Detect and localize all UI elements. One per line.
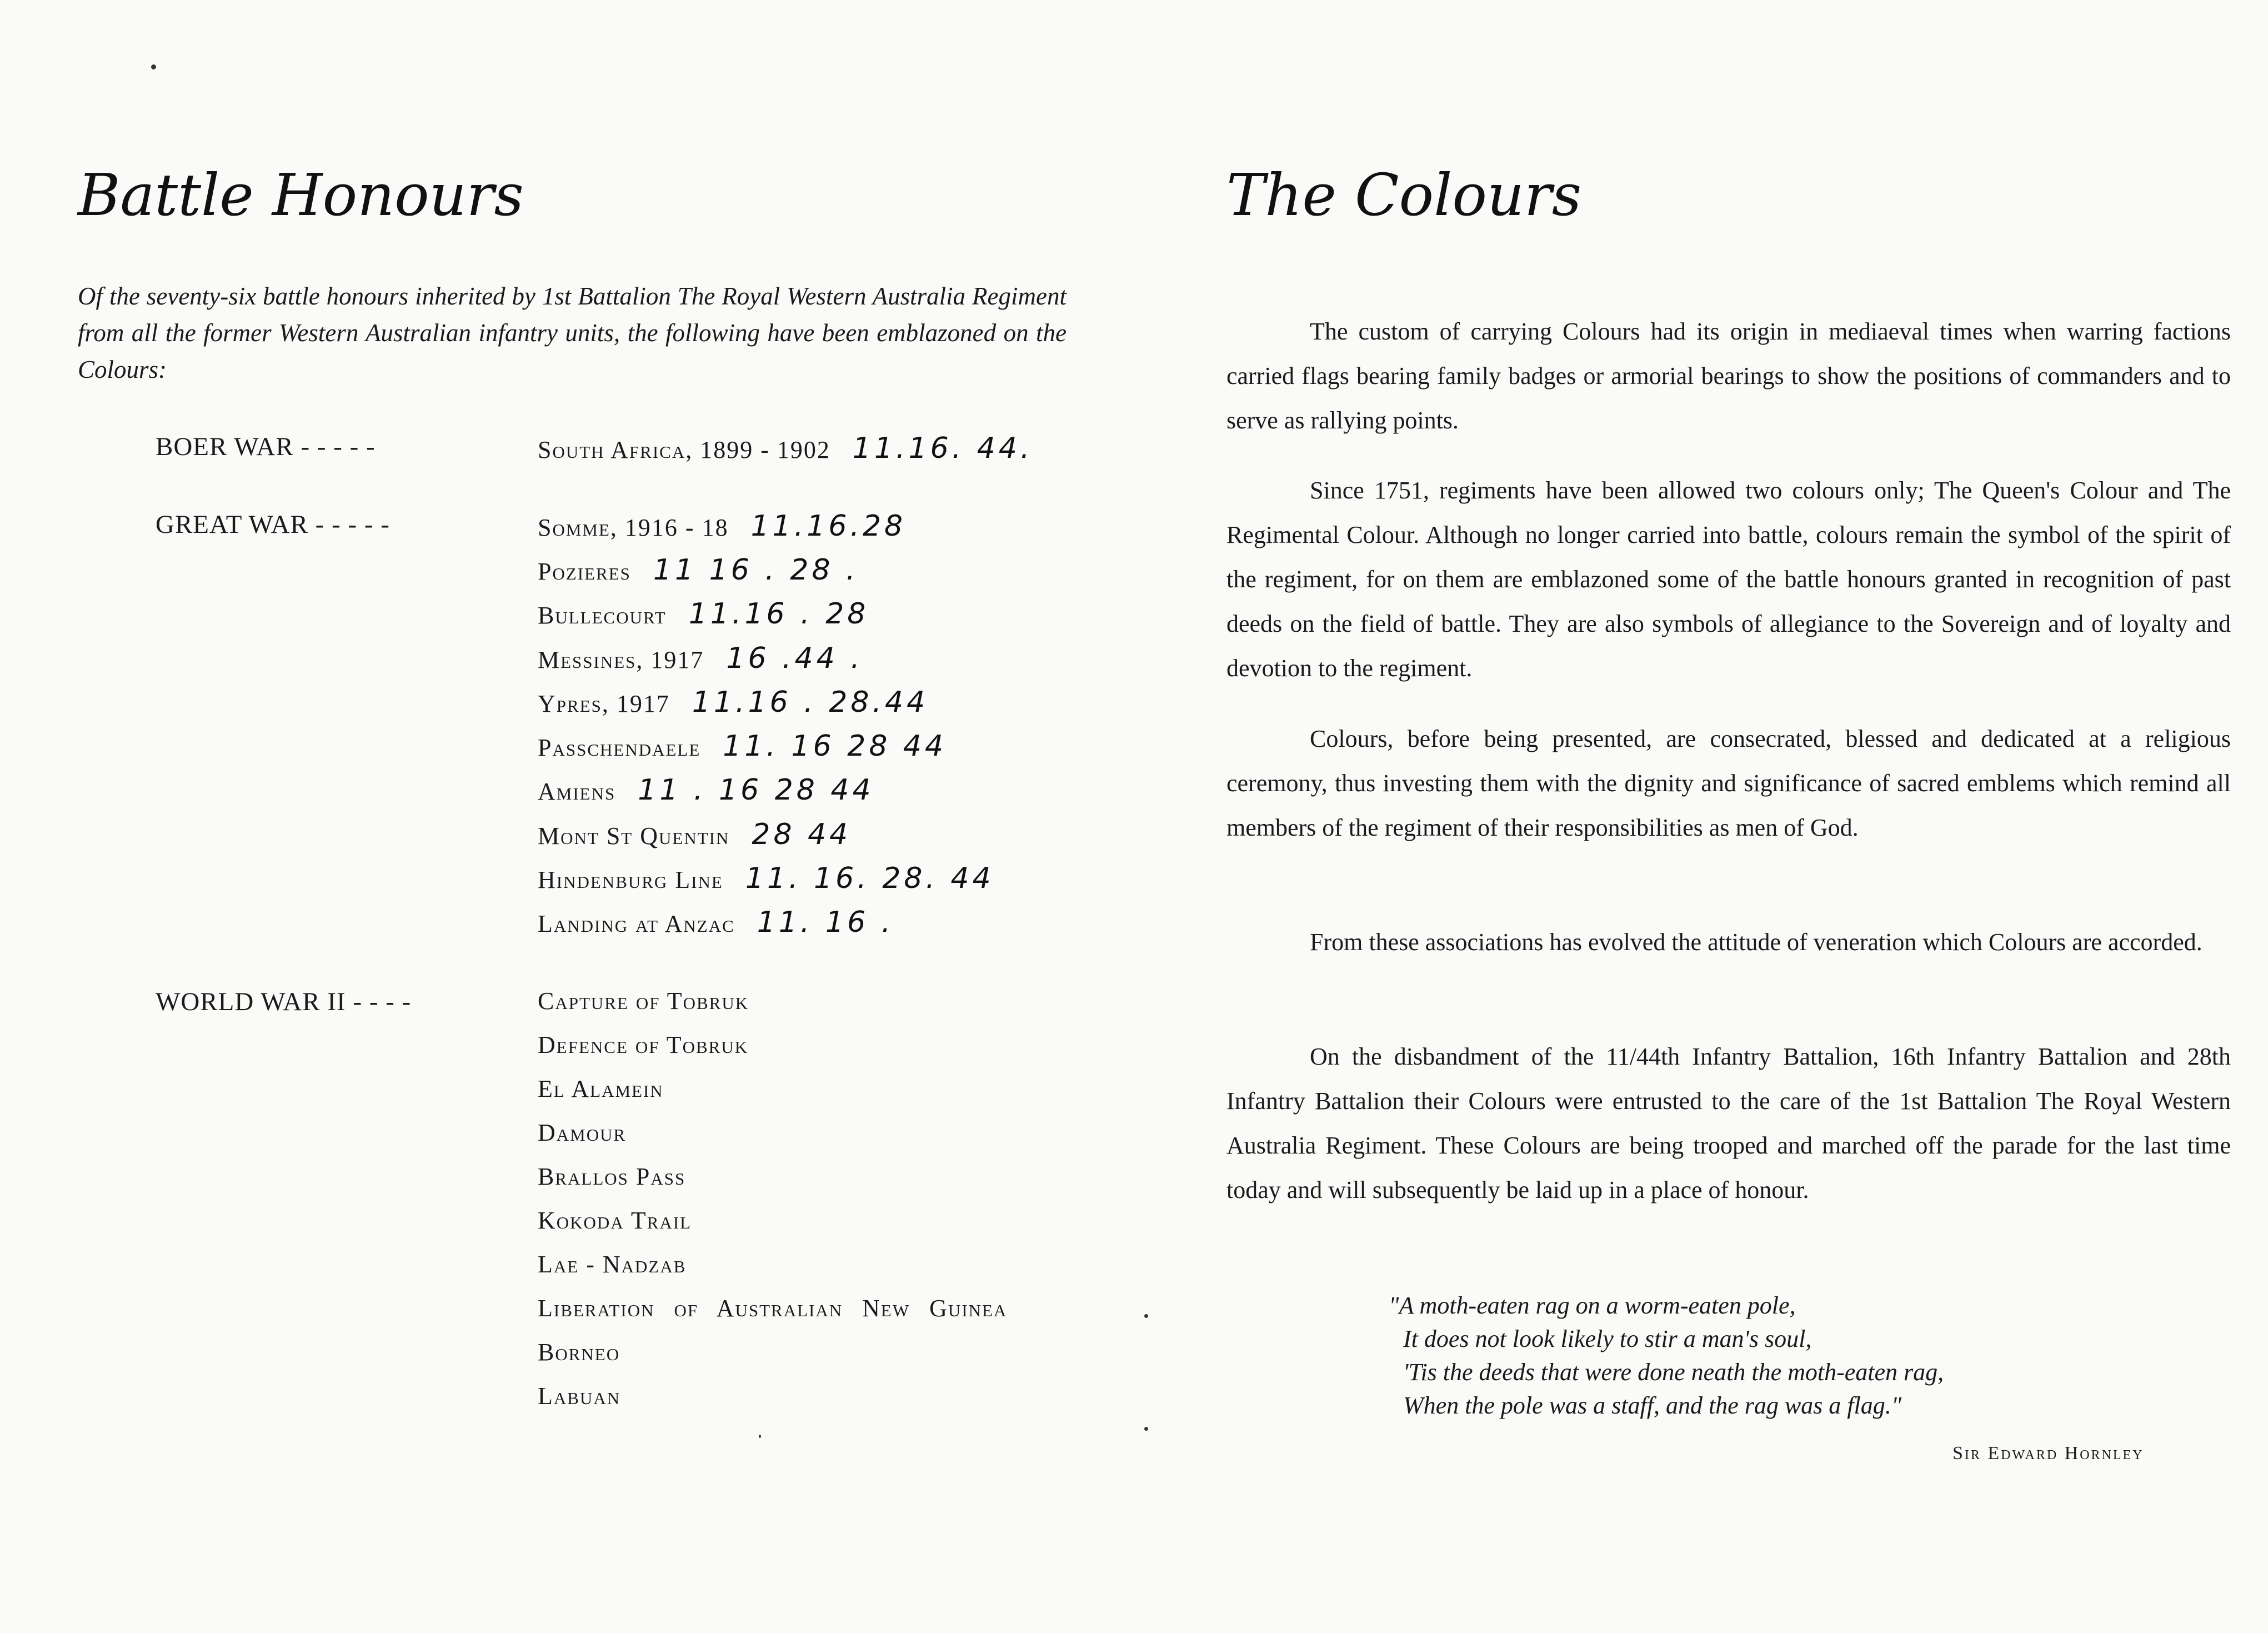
- war-label-world-war-ii: WORLD WAR II - - - -: [156, 987, 412, 1016]
- honour-item: Mont St Quentin 28 44: [538, 818, 852, 851]
- honour-item: Labuan: [538, 1382, 621, 1410]
- colours-paragraph: Since 1751, regiments have been allowed two colours only; The Queen's Colour and The Regimental Colour. Although no longer carried into battle, colours remain the symbol of the spirit of the regiment, for on them are emblazoned some of the battle honours granted in recognition of past deeds on the field of battle. They are also symbols of allegiance to the Sovereign and of loyalty and devotion to the regiment.: [1226, 477, 2231, 682]
- war-label-great-war: GREAT WAR - - - - -: [156, 510, 390, 539]
- honour-item: Bullecourt 11.16 . 28: [538, 597, 869, 631]
- honour-item: Lae - Nadzab: [538, 1251, 687, 1278]
- paper-speck: [151, 64, 156, 69]
- battle-honours-intro: Of the seventy-six battle honours inherited by 1st Battalion The Royal Western Australia Regiment from all the former Western Australian infantry units, the following have been emblazoned on the Colours:: [78, 282, 1067, 383]
- honour-item: Messines, 1917 16 .44 .: [538, 642, 863, 675]
- handwritten-note: 11.16. 44.: [852, 432, 1033, 465]
- colours-paragraph: The custom of carrying Colours had its origin in mediaeval times when warring factions carried flags bearing family badges or armorial bearings to show the positions of commanders and to serve as rallying points.: [1226, 318, 2231, 434]
- poem: [1389, 1289, 1944, 1422]
- colours-paragraph: From these associations has evolved the attitude of veneration which Colours are accorded.: [1310, 928, 2202, 956]
- poem-line: It does not look likely to stir a man's soul,: [1403, 1325, 1812, 1352]
- handwritten-note: 11. 16. 28. 44: [745, 862, 994, 895]
- battle-honours-title: Battle Honours: [78, 161, 524, 229]
- honour-item: Liberation of Australian New Guinea: [538, 1295, 1008, 1322]
- honour-item: Brallos Pass: [538, 1163, 686, 1190]
- handwritten-note: 11. 16 28 44: [723, 730, 947, 763]
- poem-author: Sir Edward Hornley: [1952, 1443, 2144, 1464]
- honour-item: Kokoda Trail: [538, 1207, 692, 1234]
- paper-speck: [759, 1435, 761, 1438]
- honour-item: Amiens 11 . 16 28 44: [538, 773, 874, 807]
- honour-item: El Alamein: [538, 1075, 664, 1102]
- honour-item: Damour: [538, 1119, 627, 1146]
- war-label-boer: BOER WAR - - - - -: [156, 432, 376, 461]
- poem-line: 'Tis the deeds that were done neath the moth-eaten rag,: [1403, 1359, 1944, 1386]
- honour-item: Capture of Tobruk: [538, 987, 749, 1015]
- handwritten-note: 16 .44 .: [726, 642, 863, 675]
- honour-item: Somme, 1916 - 18 11.16.28: [538, 510, 907, 543]
- honour-item: Hindenburg Line 11. 16. 28. 44: [538, 862, 994, 895]
- colours-title: The Colours: [1226, 161, 1582, 229]
- handwritten-note: 11.16.28: [750, 510, 907, 543]
- handwritten-note: 11. 16 .: [757, 906, 894, 939]
- handwritten-note: 11.16 . 28.44: [692, 686, 929, 719]
- paper-speck: [1144, 1427, 1148, 1431]
- poem-line: When the pole was a staff, and the rag was a flag.": [1403, 1392, 1902, 1419]
- honour-item: Borneo: [538, 1339, 620, 1366]
- honour-item: Ypres, 1917 11.16 . 28.44: [538, 686, 929, 719]
- handwritten-note: 11 16 . 28 .: [653, 553, 859, 587]
- honour-item: Defence of Tobruk: [538, 1031, 749, 1058]
- poem-line: "A moth-eaten rag on a worm-eaten pole,: [1389, 1292, 1796, 1319]
- honour-item: South Africa, 1899 - 1902 11.16. 44.: [538, 432, 1033, 465]
- handwritten-note: 11.16 . 28: [688, 597, 869, 631]
- colours-paragraph: Colours, before being presented, are consecrated, blessed and dedicated at a religious ceremony, thus investing them with the dignity and significance of sacred emblems which remind all members of the regiment of their responsibilities as men of God.: [1226, 725, 2231, 841]
- honour-item: Landing at Anzac 11. 16 .: [538, 906, 894, 939]
- paper-speck: [1144, 1314, 1148, 1318]
- honour-item: Passchendaele 11. 16 28 44: [538, 730, 947, 763]
- handwritten-note: 11 . 16 28 44: [638, 773, 874, 807]
- honour-item: Pozieres 11 16 . 28 .: [538, 553, 859, 587]
- colours-paragraph: On the disbandment of the 11/44th Infantry Battalion, 16th Infantry Battalion and 28th Infantry Battalion their Colours were entrusted to the care of the 1st Battalion The Royal Western Australia Regiment. These Colours are being trooped and marched off the parade for the last time today and will subsequently be laid up in a place of honour.: [1226, 1043, 2231, 1203]
- right-page: [1133, 0, 2268, 1633]
- left-page: [0, 0, 1133, 1633]
- handwritten-note: 28 44: [752, 818, 852, 851]
